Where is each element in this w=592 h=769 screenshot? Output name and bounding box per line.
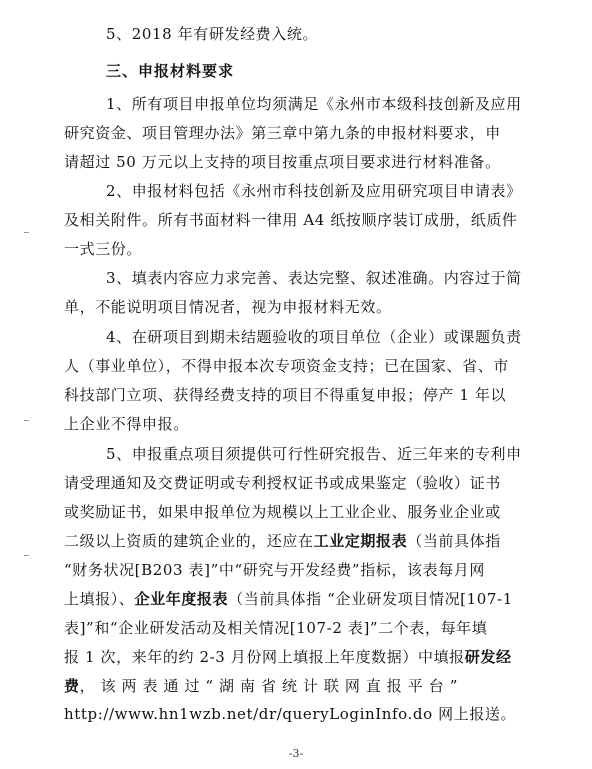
text-span: 研究资金、项目管理办法》第三章中第九条的申报材料要求，申 xyxy=(64,124,501,142)
text-line xyxy=(64,647,512,667)
bold-text-span: 费 xyxy=(64,677,80,695)
text-line xyxy=(64,560,485,580)
text-line xyxy=(64,618,487,638)
text-line xyxy=(106,181,522,201)
margin-mark xyxy=(24,555,29,556)
text-span: 科技部门立项、获得经费支持的项目不得重复申报；停产 1 年以 xyxy=(64,386,507,404)
text-line xyxy=(64,356,509,376)
text-span: “财务状况[B203 表]”中“研究与开发经费”指标，该表每月网 xyxy=(64,561,486,579)
margin-mark xyxy=(24,232,29,233)
text-line xyxy=(106,24,318,44)
bold-text-span: 工业定期报表 xyxy=(313,532,408,550)
text-span: （当前具体指 “企业研发项目情况[107-1 xyxy=(228,590,513,608)
text-line xyxy=(64,473,501,493)
text-line xyxy=(64,152,501,172)
bold-text-span: 三、申报材料要求 xyxy=(106,62,235,80)
text-line xyxy=(64,414,189,434)
text-span: 5、2018 年有研发经费入统。 xyxy=(106,25,319,43)
text-span: 人（事业单位），不得申报本次专项资金支持；已在国家、省、市 xyxy=(64,357,509,375)
text-line xyxy=(106,61,234,81)
text-line xyxy=(64,123,501,143)
text-span: 4、在研项目到期未结题验收的项目单位（企业）或课题负责 xyxy=(106,328,522,346)
text-span: 二级以上资质的建筑企业的，还应在 xyxy=(64,532,314,550)
text-span: ， 该 两 表 通 过 “ 湖 南 省 统 计 联 网 直 报 平 台 ” xyxy=(79,677,458,695)
bold-text-span: 企业年度报表 xyxy=(134,590,229,608)
text-line xyxy=(106,268,522,288)
margin-mark xyxy=(24,420,29,421)
text-line xyxy=(106,327,522,347)
text-line xyxy=(64,676,458,696)
text-line xyxy=(64,589,513,609)
text-line xyxy=(64,502,501,522)
text-span: 请超过 50 万元以上支持的项目按重点项目要求进行材料准备。 xyxy=(64,153,501,171)
page-number: -3- xyxy=(288,747,304,760)
text-span: 3、填表内容应力求完善、表达完整、叙述准确。内容过于简 xyxy=(106,269,522,287)
text-span: 1、所有项目申报单位均须满足《永州市本级科技创新及应用 xyxy=(106,95,522,113)
text-span: 2、申报材料包括《永州市科技创新及应用研究项目申请表》 xyxy=(106,182,522,200)
text-line xyxy=(106,94,522,114)
bold-text-span: 研发经 xyxy=(464,648,512,666)
text-line xyxy=(64,239,142,259)
text-span: 上填报）、 xyxy=(64,590,135,608)
text-span: 及相关附件。所有书面材料一律用 A4 纸按顺序装订成册，纸质件 xyxy=(64,211,518,229)
text-span: 5、申报重点项目须提供可行性研究报告、近三年来的专利申 xyxy=(106,445,522,463)
text-span: 报 1 次，来年的约 2-3 月份网上填报上年度数据）中填报 xyxy=(64,648,465,666)
text-span: 一式三份。 xyxy=(64,240,143,258)
text-span: 上企业不得申报。 xyxy=(64,415,189,433)
text-line xyxy=(106,444,522,464)
text-span: 表]”和“企业研发活动及相关情况[107-2 表]”二个表，每年填 xyxy=(64,619,488,637)
text-span: 请受理通知及交费证明或专利授权证书或成果鉴定（验收）证书 xyxy=(64,474,501,492)
text-line xyxy=(64,297,392,317)
text-span: 或奖励证书，如果申报单位为规模以上工业企业、服务业企业或 xyxy=(64,503,501,521)
text-line xyxy=(64,531,501,551)
text-span: http://www.hn1wzb.net/dr/queryLoginInfo.do 网上报送。 xyxy=(64,705,517,723)
text-line xyxy=(64,704,516,724)
text-line xyxy=(64,210,518,230)
text-line xyxy=(64,385,506,405)
text-span: （当前具体指 xyxy=(407,532,501,550)
text-span: 单，不能说明项目情况者，视为申报材料无效。 xyxy=(64,298,392,316)
